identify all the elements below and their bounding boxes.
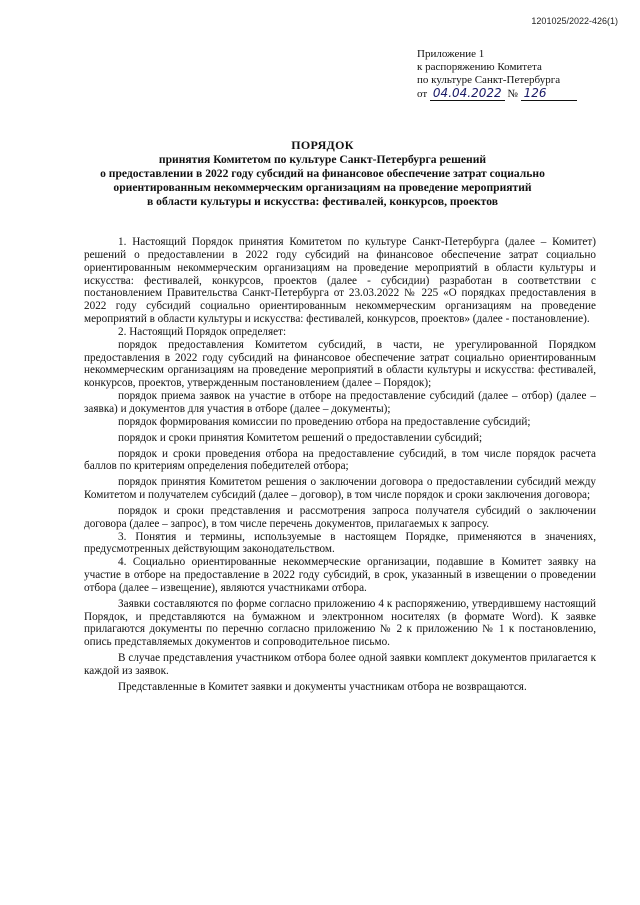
- paragraph-no-return: Представленные в Комитет заявки и документы участникам отбора не возвращаются.: [118, 680, 527, 693]
- paragraph-applications: Заявки составляются по форме согласно приложению 4 к распоряжению, утвердившему настоящий Порядок, и представляются на бумажном и электронном носителях (в формате Word). К заявке прилагаются документы по перечню согласно приложению № 2 к приложению № 1 к постановлению, опись представляемых документов и сопроводительное письмо.: [84, 597, 596, 649]
- handwritten-number: 126: [521, 87, 577, 101]
- paragraph-list-item: порядок приема заявок на участие в отборе на предоставление субсидий (далее – отбор) (далее – заявка) и документов для участия в отборе (далее – документы);: [84, 390, 596, 415]
- appendix-date-line: [417, 87, 617, 101]
- paragraph-list-item: порядок принятия Комитетом решения о заключении договора о предоставлении субсидий между Комитетом и получателем субсидий (далее – договор), в том числе порядок и сроки заключения договора;: [84, 476, 596, 502]
- title-subtitle-line: в области культуры и искусства: фестивалей, конкурсов, проектов: [147, 195, 498, 208]
- title-main: ПОРЯДОК: [291, 138, 354, 152]
- paragraph-1: 1. Настоящий Порядок принятия Комитетом по культуре Санкт-Петербурга (далее – Комитет) решений о предоставлении в 2022 году субсидий на финансовое обеспечение затрат социально ориентированным некоммерческим организациям на проведение мероприятий в области культуры и искусства: фестивалей, конкурсов, проектов (далее - субсидии) разработан в соответствии с постановлением Правительства Санкт-Петербурга от 23.03.2022 № 225 «О порядках предоставления в 2022 году субсидий социально ориентированным некоммерческим организациям на проведение мероприятий в области культуры и искусства: фестивалей, конкурсов, проектов» (далее - постановление).: [84, 236, 596, 326]
- title-subtitle-line: принятия Комитетом по культуре Санкт-Петербурга решений: [158, 153, 487, 166]
- paragraph-4: 4. Социально ориентированные некоммерческие организации, подавшие в Комитет заявку на участие в отборе на предоставление в 2022 году субсидий, в срок, указанный в извещении о проведении отбора (далее – извещение), являются участниками отбора.: [84, 556, 596, 594]
- appendix-line-1: Приложение 1: [417, 48, 485, 60]
- paragraph-list-item: порядок и сроки проведения отбора на предоставление субсидий, в том числе порядок расчета баллов по критериям определения победителей отбора;: [84, 447, 596, 473]
- paragraph-3: 3. Понятия и термины, используемые в настоящем Порядке, применяются в значениях, предусмотренных действующим законодательством.: [84, 530, 596, 556]
- handwritten-date: 04.04.2022: [430, 86, 505, 101]
- paragraph-list-item: порядок и сроки принятия Комитетом решений о предоставлении субсидий;: [118, 431, 483, 444]
- document-body: [84, 236, 596, 694]
- paragraph-multiple-applications: В случае представления участником отбора более одной заявки комплект документов прилагается к каждой из заявок.: [84, 652, 596, 677]
- appendix-line-2: к распоряжению Комитета: [417, 61, 542, 73]
- number-prefix: №: [507, 88, 518, 100]
- paragraph-list-item: порядок формирования комиссии по проведению отбора на предоставление субсидий;: [118, 415, 531, 428]
- appendix-line-3: по культуре Санкт-Петербурга: [417, 74, 561, 86]
- paragraph-list-item: порядок и сроки представления и рассмотрения запроса получателя субсидий о заключении договора (далее – запрос), в том числе перечень документов, прилагаемых к запросу.: [84, 504, 596, 530]
- appendix-block: [417, 48, 617, 101]
- document-id: 1201025/2022-426(1): [531, 16, 618, 26]
- paragraph-list-item: порядок предоставления Комитетом субсидий, в части, не урегулированной Порядком предоставления в 2022 году субсидий на финансовое обеспечение затрат социально ориентированным некоммерческим организациям на проведение мероприятий в области культуры и искусства: фестивалей, конкурсов, проектов, утвержденным постановлением (далее – Порядок);: [84, 338, 596, 390]
- paragraph-2: 2. Настоящий Порядок определяет:: [118, 325, 287, 338]
- title-subtitle-line: о предоставлении в 2022 году субсидий на финансовое обеспечение затрат социально: [100, 167, 545, 180]
- title-subtitle-line: ориентированным некоммерческим организациям на проведение мероприятий: [113, 181, 532, 194]
- date-prefix: от: [417, 88, 428, 100]
- document-title: [55, 138, 590, 209]
